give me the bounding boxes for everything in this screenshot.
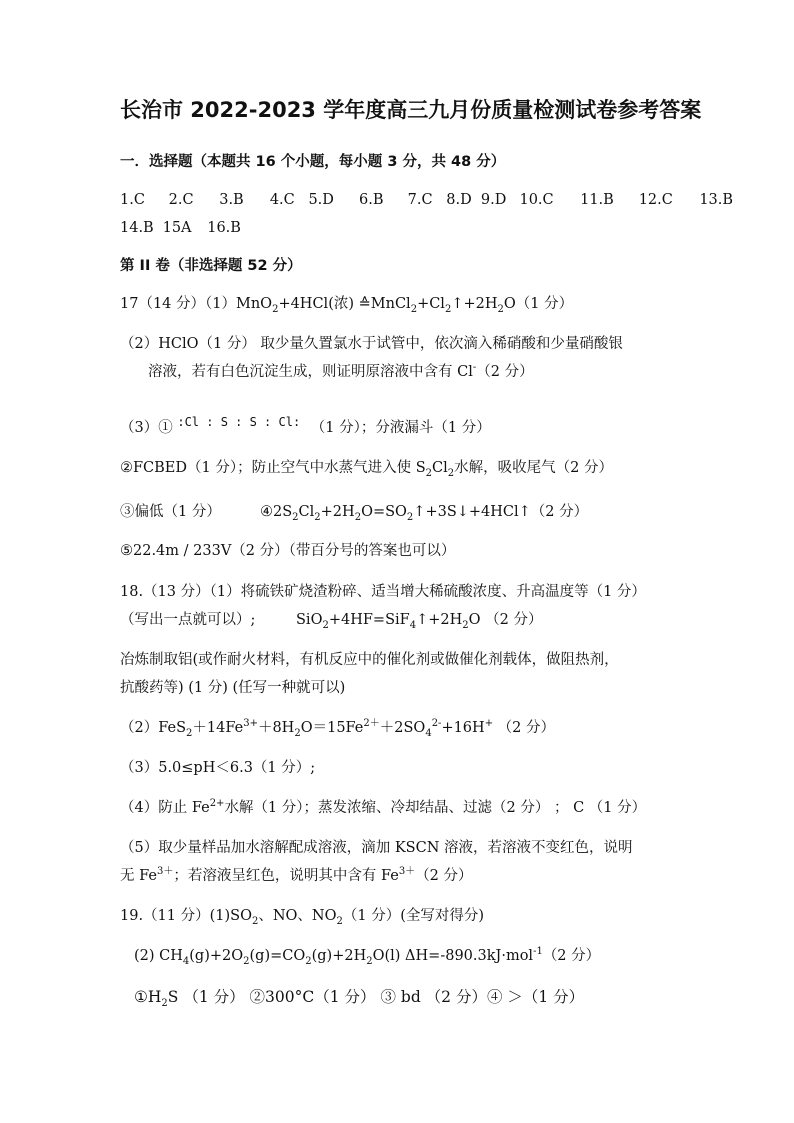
text: 19.（11 分）(1)SO	[120, 908, 252, 924]
text: ②FCBED（1 分）；防止空气中水蒸气进入使 S	[120, 460, 426, 476]
mc-answer: 3.B	[219, 192, 244, 208]
text: +Cl	[417, 296, 445, 312]
text: (g)+2O	[189, 948, 244, 964]
text: O（1 分）	[503, 296, 574, 312]
mc-answer: 8.D	[446, 192, 472, 208]
superscript: +	[484, 718, 494, 730]
mc-answer: 16.B	[207, 220, 241, 236]
mc-answer: 12.C	[638, 192, 673, 208]
q18-line1: 18.（13 分）（1）将硫铁矿烧渣粉碎、适当增大稀硫酸浓度、升高温度等（1 分）	[120, 584, 646, 600]
mc-answer: 13.B	[699, 192, 734, 208]
superscript: 3＋	[156, 866, 174, 878]
mc-answers-row2	[120, 218, 241, 238]
q18-line3: 冶炼制取铝(或作耐火材料，有机反应中的催化剂或做催化剂载体，做阻热剂，	[120, 652, 619, 668]
q19-line3: $①H_2S$ （1 分） ②300°C（1 分） ③ bd （2 分）④ ＞（1 分）	[134, 988, 585, 1010]
text: 水解（1 分）；蒸发浓缩、冷却结晶、过滤（2 分） ； C （1 分）	[224, 800, 647, 816]
mc-answer: 1.C	[120, 192, 145, 208]
mc-answer: 2.C	[168, 192, 194, 208]
superscript: 2＋	[363, 718, 380, 730]
mc-answer: 9.D	[480, 192, 507, 208]
text: （写出一点就可以）;	[120, 612, 256, 628]
mc-answer: 6.B	[359, 192, 384, 208]
text: S （1 分） ②300°C（1 分） ③ bd （2 分）④ ＞（1 分）	[167, 988, 585, 1006]
q18-line6: （3）5.0≤pH＜6.3（1 分）;	[120, 760, 316, 776]
text: ＋8H	[257, 720, 295, 736]
q18-line5: $(2)FeS_2+14Fe^{3+}+8H_2O=15Fe^{2+}+2SO_4^{2-}+16H^+$ （2 分）	[120, 718, 556, 739]
text: +4HF=SiF	[328, 612, 410, 628]
text: (g)+2H	[311, 948, 367, 964]
superscript: 3+	[243, 718, 258, 730]
mc-answer: 4.C	[269, 192, 295, 208]
text: 17（14 分）（1）MnO	[120, 296, 273, 312]
mc-answers-row1	[120, 190, 733, 210]
text: 水解，吸收尾气（2 分）	[454, 460, 613, 476]
text: ↑+2H	[416, 612, 463, 628]
q17-line4	[120, 415, 491, 438]
text: +2H	[320, 504, 355, 520]
text: +16H	[441, 720, 485, 736]
text: ④2S	[260, 504, 293, 520]
superscript: 2-	[431, 718, 442, 730]
mc-answer: 10.C	[519, 192, 554, 208]
q17-line7: ⑤22.4m / 233V（2 分）（带百分号的答案也可以）	[120, 543, 456, 559]
q18-line9	[120, 866, 473, 886]
superscript: -1	[533, 946, 543, 958]
text: ↑+3S↓+4HCl↑（2 分）	[413, 504, 589, 520]
text: （2 分）	[542, 948, 601, 964]
text: ③偏低（1 分）	[120, 504, 221, 520]
page-title: 长治市 2022-2023 学年度高三九月份质量检测试卷参考答案	[120, 98, 702, 122]
electron-formula-text: :Cl : S : S : Cl:	[177, 415, 301, 429]
text: O （2 分）	[468, 612, 543, 628]
text: （2）FeS	[120, 720, 187, 736]
text: （2 分）	[493, 720, 556, 736]
q19-line1: 19.（11 分）$(1)SO_2$、NO、$NO_2(1$ 分）(全写对得分)	[120, 908, 485, 927]
superscript: 2+	[209, 798, 225, 810]
text: （1 分）；分液漏斗（1 分）	[310, 420, 491, 436]
text: 无 Fe	[120, 868, 157, 884]
text: 、NO、NO	[258, 908, 337, 924]
mc-answer: 11.B	[580, 192, 614, 208]
text: （2 分）	[476, 364, 534, 380]
text: (g)=CO	[249, 948, 306, 964]
text: Cl	[432, 460, 448, 476]
text: 溶液，若有白色沉淀生成，则证明原溶液中含有 Cl	[148, 364, 473, 380]
q17-line1: 17（14 分）（1）MnO$_2$+4HCl(浓) $≙MnCl_2+Cl_2↑+2H_2O(1$ 分）	[120, 296, 574, 315]
text: （1 分）(全写对得分)	[342, 908, 485, 924]
text: ＋14Fe	[192, 720, 244, 736]
q17-line2: （2）HClO（1 分） 取少量久置氯水于试管中，依次滴入稀硝酸和少量硝酸银	[120, 336, 623, 352]
q18-line7	[120, 798, 646, 818]
q17-line6: ③偏低（1 分） $④2S_2Cl_2+2H_2O=SO_2↑+3S↓+4HCl↑(2$ 分）	[120, 504, 589, 523]
text: （4）防止 Fe	[120, 800, 210, 816]
mc-answer: 5.D	[308, 192, 334, 208]
text: +4HCl(浓) ≙MnCl	[278, 296, 411, 312]
superscript: -	[472, 362, 477, 374]
text: ①H	[134, 988, 162, 1006]
q18-line4: 抗酸药等) (1 分) (任写一种就可以)	[120, 680, 346, 696]
q17-line3	[148, 362, 534, 382]
text: ↑+2H	[451, 296, 498, 312]
q19-line2: (2) $CH_4(g)+2O_2(g)=CO_2(g)+2H_2O(l)$ ΔH=-890.3kJ·mol$^{-1}$（2 分）	[134, 946, 601, 967]
q18-line8: （5）取少量样品加水溶解配成溶液，滴加 KSCN 溶液，若溶液不变红色，说明	[120, 840, 633, 856]
q17-line5: ②FCBED（1 分）；防止空气中水蒸气进入使 $S_2Cl_2$水解，吸收尾气（2 分）	[120, 460, 613, 479]
section2-heading: 第 II 卷（非选择题 52 分）	[120, 258, 302, 274]
section1-heading: 一．选择题（本题共 16 个小题，每小题 3 分，共 48 分）	[120, 154, 506, 170]
superscript: 3＋	[398, 866, 416, 878]
text: （3）①	[120, 420, 173, 436]
text: (2) CH	[134, 948, 183, 964]
mc-answer: 7.C	[407, 192, 433, 208]
text: Cl	[298, 504, 315, 520]
text: SiO	[296, 612, 323, 628]
text: O(l) ΔH=-890.3kJ·mol	[372, 948, 534, 964]
text: （2 分）	[415, 868, 473, 884]
q18-line2: （写出一点就可以）; $SiO_2+4HF=SiF_4↑+2H_2O$ （2 分）	[120, 612, 543, 631]
electron-formula	[177, 412, 300, 432]
text: ＋2SO	[379, 720, 426, 736]
mc-answer: 15A	[162, 220, 192, 236]
mc-answer: 14.B	[120, 220, 154, 236]
text: O=SO	[361, 504, 407, 520]
text: ；若溶液呈红色，说明其中含有 Fe	[173, 868, 399, 884]
text: O＝15Fe	[300, 720, 364, 736]
